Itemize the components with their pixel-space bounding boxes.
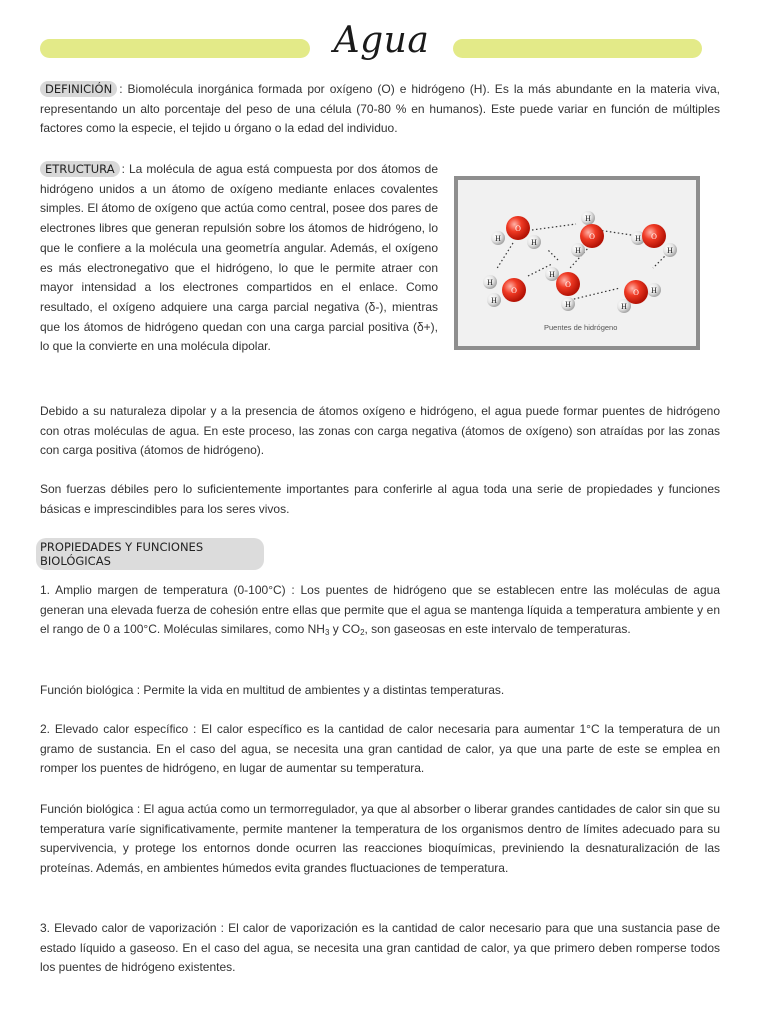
title-decoration-right	[453, 39, 702, 58]
structure-text: : La molécula de agua está compuesta por dos átomos de hidrógeno unidos a un átomo de oxígeno mediante enlaces covalentes simples. El átomo de oxígeno que actúa como central, posee dos pares de electrones libres que generan repulsión sobre los átomos de hidrógeno, lo que le confiere a la molécula una geometría angular. Además, el oxígeno es más electronegativo que el hidrógeno, lo que le permite atraer con mayor intensidad a los electrones compartidos en el enlace. Como resultado, el oxígeno adquiere una carga parcial negativa (δ-), mientras que los átomos de hidrógeno quedan con una carga parcial positiva (δ+), lo que la convierte en una molécula dipolar.	[40, 162, 438, 354]
dipolar-paragraph: Debido a su naturaleza dipolar y a la presencia de átomos oxígeno e hidrógeno, el agua puede formar puentes de hidrógeno con otras moléculas de agua. En este proceso, las zonas con carga negativa (átomos de oxígeno) son atraídas por las zonas con carga positiva (átomos de hidrógeno).	[40, 404, 720, 458]
hydrogen-atom-label: H	[667, 246, 673, 255]
structure-paragraph	[40, 160, 438, 357]
hydrogen-atom-label: H	[549, 270, 555, 279]
hydrogen-atom-label: H	[565, 300, 571, 309]
oxygen-atom-label: O	[633, 288, 639, 297]
property-1-text-c: , son gaseosas en este intervalo de temperaturas.	[364, 622, 631, 637]
hydrogen-atom-label: H	[621, 302, 627, 311]
oxygen-atom-label: O	[511, 286, 517, 295]
forces-paragraph: Son fuerzas débiles pero lo suficientemente importantes para conferirle al agua toda una serie de propiedades y funciones básicas e imprescindibles para los seres vivos.	[40, 482, 720, 516]
function-1-paragraph: Función biológica : Permite la vida en multitud de ambientes y a distintas temperaturas.	[40, 683, 505, 697]
property-2-paragraph: 2. Elevado calor específico : El calor específico es la cantidad de calor necesaria para aumentar 1°C la temperatura de un gramo de sustancia. En el caso del agua, se necesita una gran cantidad de calor, ya que una parte de este se emplea en romper los puentes de hidrógeno, en lugar de aumentar su temperatura.	[40, 722, 720, 776]
oxygen-atom-label: O	[589, 232, 595, 241]
definition-paragraph	[40, 80, 720, 139]
oxygen-atom-label: O	[565, 280, 571, 289]
properties-section-tag: PROPIEDADES Y FUNCIONES BIOLÓGICAS	[36, 538, 264, 570]
property-1-text-b: y CO	[329, 622, 361, 637]
hydrogen-atom-label: H	[491, 296, 497, 305]
function-2-paragraph: Función biológica : El agua actúa como un termorregulador, ya que al absorber o liberar grandes cantidades de calor sin que su temperatura varíe significativamente, permite mantener la temperatura de los organismos dentro de límites adecuado para su supervivencia, y protege los entornos donde ocurren las reacciones bioquímicas, previniendo la desnaturalización de las proteínas. Además, en ambientes húmedos evita grandes fluctuaciones de temperatura.	[40, 802, 720, 876]
page-title: Agua	[333, 20, 430, 61]
hydrogen-atom-label: H	[651, 286, 657, 295]
hydrogen-atom-label: H	[575, 246, 581, 255]
hydrogen-atom-label: H	[487, 278, 493, 287]
hydrogen-atom-label: H	[635, 234, 641, 243]
figure-caption: Puentes de hidrógeno	[544, 323, 618, 332]
definition-tag: DEFINICIÓN	[40, 81, 117, 97]
hydrogen-atom-label: H	[495, 234, 501, 243]
hydrogen-atom-label: H	[585, 214, 591, 223]
structure-tag: ETRUCTURA	[40, 161, 120, 177]
property-1-paragraph	[40, 581, 720, 643]
property-1-text-a: 1. Amplio margen de temperatura (0-100°C) : Los puentes de hidrógeno que se establecen entre las moléculas de agua generan una elevada fuerza de cohesión entre ellas que permite que el agua se mantenga líquida a temperatura ambiente y en el rango de 0 a 100°C. Moléculas similares, como NH	[40, 583, 720, 637]
property-3-paragraph: 3. Elevado calor de vaporización : El calor de vaporización es la cantidad de calor necesario para que una sustancia pase de estado líquido a gaseoso. En el caso del agua, se necesita una gran cantidad de calor, ya que primero deben romperse todos los puentes de hidrógeno existentes.	[40, 921, 720, 975]
property-1-sub-b: 2	[360, 628, 365, 638]
title-decoration-left	[40, 39, 310, 58]
hydrogen-bond-diagram	[458, 180, 696, 346]
definition-text: : Biomolécula inorgánica formada por oxígeno (O) e hidrógeno (H). Es la más abundante en la materia viva, representando un alto porcentaje del peso de una célula (70-80 % en humanos). Este puede variar en función de múltiples factores como la especie, el tejido u órgano o la edad del individuo.	[40, 82, 720, 136]
property-1-sub-a: 3	[324, 628, 330, 638]
oxygen-atom-label: O	[651, 232, 657, 241]
oxygen-atom-label: O	[515, 224, 521, 233]
hydrogen-atom-label: H	[531, 238, 537, 247]
hydrogen-bond-figure	[454, 176, 700, 350]
